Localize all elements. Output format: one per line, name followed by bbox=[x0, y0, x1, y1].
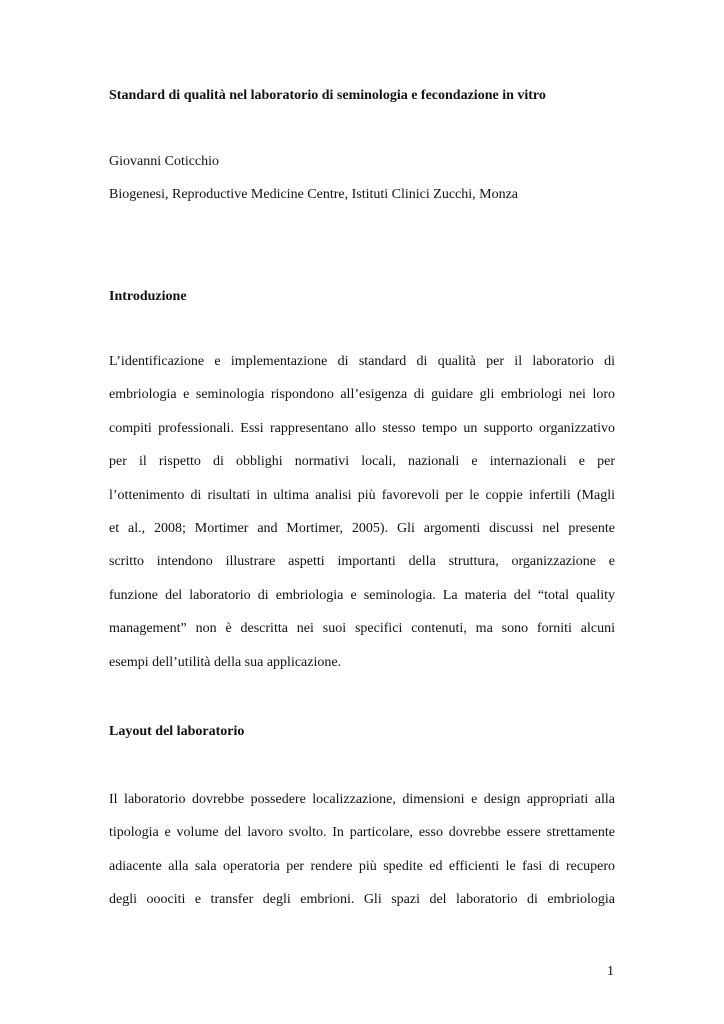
paragraph-line: l’ottenimento di risultati in ultima analisi più favorevoli per le coppie infertili (Magli bbox=[109, 487, 615, 503]
section-heading-layout: Layout del laboratorio bbox=[109, 724, 245, 739]
paragraph-line: per il rispetto di obblighi normativi locali, nazionali e internazionali e per bbox=[109, 454, 615, 470]
paragraph-line: L’identificazione e implementazione di standard di qualità per il laboratorio di bbox=[109, 354, 615, 369]
paragraph-line: esempi dell’utilità della sua applicazione. bbox=[109, 654, 342, 670]
paragraph-line: management” non è descritta nei suoi specifici contenuti, ma sono forniti alcuni bbox=[109, 621, 615, 637]
author-name: Giovanni Coticchio bbox=[109, 154, 220, 169]
paragraph-line: adiacente alla sala operatoria per rendere più spedite ed efficienti le fasi di recupero bbox=[109, 858, 615, 874]
author-affiliation: Biogenesi, Reproductive Medicine Centre, Istituti Clinici Zucchi, Monza bbox=[109, 187, 519, 202]
paragraph-line: et al., 2008; Mortimer and Mortimer, 2005). Gli argomenti discussi nel presente bbox=[109, 520, 615, 536]
paragraph-line: embriologia e seminologia rispondono all’esigenza di guidare gli embriologi nei loro bbox=[109, 387, 615, 403]
paragraph-line: degli ooociti e transfer degli embrioni. Gli spazi del laboratorio di embriologia bbox=[109, 892, 615, 908]
paragraph-line: tipologia e volume del lavoro svolto. In particolare, esso dovrebbe essere strettamente bbox=[109, 825, 615, 841]
paragraph-introduzione bbox=[109, 352, 615, 686]
paragraph-line: scritto intendono illustrare aspetti importanti della struttura, organizzazione e bbox=[109, 554, 615, 570]
paragraph-line: funzione del laboratorio di embriologia e seminologia. La materia del “total quality bbox=[109, 587, 615, 603]
paragraph-layout bbox=[109, 790, 615, 924]
page-number: 1 bbox=[607, 964, 614, 979]
paragraph-line: Il laboratorio dovrebbe possedere localizzazione, dimensioni e design appropriati alla bbox=[109, 792, 615, 807]
paragraph-line: compiti professionali. Essi rappresentano allo stesso tempo un supporto organizzativo bbox=[109, 420, 615, 436]
document-title: Standard di qualità nel laboratorio di seminologia e fecondazione in vitro bbox=[109, 88, 546, 103]
section-heading-introduzione: Introduzione bbox=[109, 289, 187, 304]
